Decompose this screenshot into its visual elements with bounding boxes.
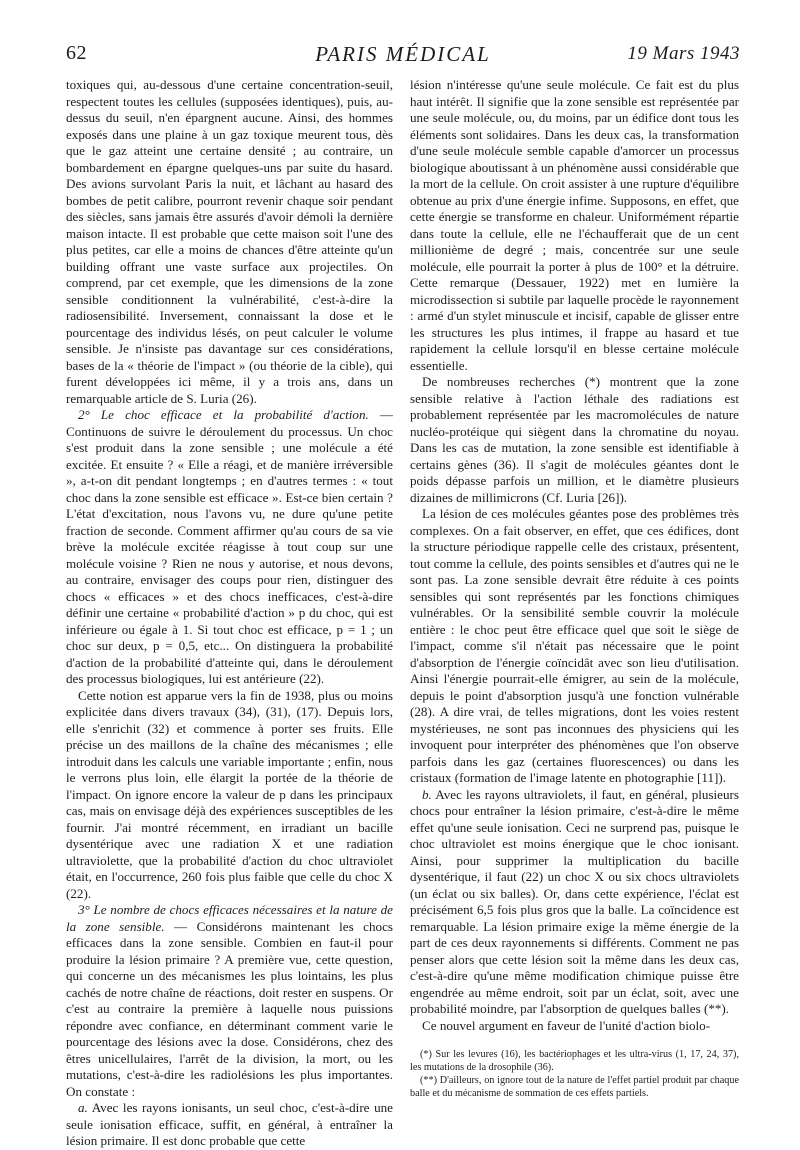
list-item-a: [66, 1100, 393, 1150]
journal-title: PARIS MÉDICAL: [315, 42, 491, 66]
paragraph-text: Avec les rayons ionisants, un seul choc, c'est-à-dire une seule ionisation efficace, suffit, en général, à entraîner la lésion primaire. Il est donc probable que cette: [66, 1100, 393, 1148]
section-heading: 3° Le nombre de chocs efficaces nécessaires et la nature de la zone sensible.: [66, 902, 393, 934]
paragraph: De nombreuses recherches (*) montrent que la zone sensible relative à l'action léthale des radiations est probablement représentée par les macromolécules de nature nucléo-protéique qui siègent dans la chromatine du noyau. Dans les cas de mutation, la zone sensible est identifiable à certains gènes (36). Il s'agit de molécules géantes dont le poids dépasse parfois un million, et le diamètre plusieurs dizaines de millimicrons (Cf. Luria [26]).: [410, 374, 739, 505]
list-item-b: [410, 787, 739, 1018]
footnotes: [410, 1048, 739, 1100]
paragraph: La lésion de ces molécules géantes pose des problèmes très complexes. On a fait observer, en effet, que ces édifices, dont la structure périodique rappelle celle des cristaux, présentent, tout comme la cellule, des points sensibles et d'autres qui ne le sont pas. La zone sensible devrait être réduite à ces points sensibles qui sont représentés par les fonctions chimiques vulnérables. Or la sensibilité semble couvrir la molécule entière : le choc peut être efficace quel que soit le siège de l'impact, comme s'il n'était pas nécessaire que le point d'absorption de l'énergie coïncidât avec son lieu d'utilisation. Ainsi l'énergie pourrait-elle émigrer, au sein de la molécule, depuis le point d'absorption jusqu'à une fonction vulnérable (28). A dire vrai, de telles migrations, dont les voies restent mystérieuses, ne sont pas inconnues des physiciens qui les invoquent pour interpréter des phénomènes que l'on observe parfois dans les gaz (certaines fluorescences) ou dans les cristaux (formation de l'image latente en photographie [11]).: [410, 506, 739, 785]
paragraph-text: — Continuons de suivre le déroulement du processus. Un choc s'est produit dans la zone sensible ; une molécule a été excitée. Et ensuite ? « Elle a réagi, et de manière irréversible », a-t-on dit pendant longtemps ; en d'autres termes : « tout choc dans la zone sensible est efficace ». Est-ce bien certain ? L'état d'excitation, nous l'avons vu, ne dure qu'une petite fraction de seconde. Comment affirmer qu'au cours de sa vie brève la molécule excitée réagisse à tout coup sur une molécule voisine ? Rien ne nous y autorise, et nous devons, au contraire, envisager des coups pour rien, distinguer des chocs « efficaces » et des chocs inefficaces, c'est-à-dire définir une certaine « probabilité d'action » p du choc, qui est inférieure ou égale à 1. Si tout choc est efficace, p = 1 ; un choc sur deux, p = 0,5, etc... On distinguera la probabilité d'action de la probabilité d'atteinte qui, dans le déroulement des processus biologiques, lui est antérieure (22).: [66, 407, 394, 686]
paragraph: lésion n'intéresse qu'une seule molécule. Ce fait est du plus haut intérêt. Il signifie que la zone sensible est représentée par une seule molécule, ou, du moins, par un édifice dont tous les éléments sont solidaires. Dans les deux cas, la transformation d'une seule molécule semble capable d'amorcer un processus biologique aboutissant à un phénomène aussi considérable que la mort de la cellule. On croit assister à une rupture d'équilibre obtenue au prix d'une énergie infime. Supposons, en effet, que cette énergie se transforme en chaleur. Uniformément répartie dans toute la cellule, elle ne l'échaufferait que de un cent millionième de degré ; mais, concentrée sur une seule molécule, elle pourrait la porter à plus de 100° et la détruire. Cette remarque (Dessauer, 1922) met en lumière la microdissection si subtile par laquelle procède le rayonnement : armé d'un stylet minuscule et incisif, capable de glisser entre les structures les plus intimes, il frappe au hasard et tue rapidement la cellule lorsqu'il en blesse certaine molécule essentielle.: [410, 77, 739, 373]
footnote: (**) D'ailleurs, on ignore tout de la nature de l'effet partiel produit par chaque balle et du mécanisme de sommation de ces effets partiels.: [410, 1075, 739, 1099]
left-column: [66, 77, 393, 1150]
page-number: 62: [66, 42, 87, 64]
paragraph: toxiques qui, au-dessous d'une certaine concentration-seuil, respectent toutes les cellules (supposées identiques), puis, au-dessus du seuil, n'en épargnent aucune. Ainsi, des hommes exposés dans une plaine à un gaz toxique meurent tous, dès que le gaz atteint une certaine densité ; au contraire, un bombardement en épargne quelques-uns par suite du hasard. Des avions survolant Paris la nuit, et lâchant au hasard des bombes de petit calibre, pourront revenir chaque soir pendant des siècles, sans jamais être assurés d'avoir démoli la dernière maison intacte. Il est probable que cette maison soit l'une des plus petites, car elle a moins de chances d'être atteinte qu'un building offrant une vaste surface aux projectiles. On comprend, par cet exemple, que les dimensions de la zone sensible conditionnent la vulnérabilité, c'est-à-dire la radiosensibilité. Inversement, connaissant la dose et le pourcentage des individus lésés, on peut calculer le volume sensible. Je n'insiste pas davantage sur ces considérations, bases de la « théorie de l'impact » (ou théorie de la cible), qui furent développées ici même, il y a trois ans, dans un remarquable article de S. Luria (26).: [66, 77, 393, 406]
section-2-paragraph: [66, 407, 393, 688]
list-label: a.: [78, 1100, 88, 1115]
paragraph: Cette notion est apparue vers la fin de 1938, plus ou moins explicitée dans divers travaux (34), (31), (17). Depuis lors, elle s'enrichit (32) et commence à porter ses fruits. Elle précise un des maillons de la chaîne des mécanismes ; elle introduit dans les calculs une variable importante ; enfin, nous le verrons plus loin, elle élargit la portée de la théorie de l'impact. On ignore encore la valeur de p dans les principaux cas, mais on envisage déjà des expériences susceptibles de les fournir. J'ai montré récemment, en irradiant un bacille dysentérique avec une radiation X et une radiation ultraviolette, que la probabilité d'action du choc ultraviolet était, en l'occurrence, 260 fois plus faible que celle du choc X (22).: [66, 687, 393, 901]
paragraph: Ce nouvel argument en faveur de l'unité d'action biolo-: [422, 1017, 711, 1033]
section-heading: 2° Le choc efficace et la probabilité d'action.: [78, 407, 369, 422]
paragraph-text: — Considérons maintenant les chocs efficaces dans la zone sensible. Combien en faut-il pour produire la lésion primaire ? A première vue, cette question, qui concerne un des mécanismes les plus lointains, les plus cachés de notre chaîne de réactions, doit rester en suspens. Or c'est au contraire la première à laquelle nous puissions répondre avec confiance, en déterminant comment varie le pourcentage des lésions avec la dose. Considérons, chez des êtres unicellulaires, l'arrêt de la division, la mort, ou les mutations, c'est-à-dire les radiolésions les plus importantes. On constate :: [66, 918, 393, 1099]
section-3-paragraph: [66, 902, 393, 1100]
page-header: [66, 40, 740, 68]
footnote: (*) Sur les levures (16), les bactériophages et les ultra-virus (1, 17, 24, 37), les mutations de la drosophile (36).: [410, 1049, 739, 1073]
issue-date: 19 Mars 1943: [627, 43, 740, 64]
list-label: b.: [422, 786, 432, 802]
paragraph-text: Avec les rayons ultraviolets, il faut, en général, plusieurs chocs pour entraîner la lésion primaire, c'est-à-dire le même effet qu'une seule ionisation. Ceci ne surprend pas, puisque le choc ultraviolet est moins énergique que le choc ionisant. Ainsi, pour supprimer la multiplication du bacille dysentérique, il faut (22) un choc X ou six chocs ultraviolets (un éclat ou six balles). Or, dans cette expérience, l'éclat est précisément 6,5 fois plus gros que la balle. La coïncidence est remarquable. La lésion primaire exige la même énergie de la part de ces deux rayonnements si différents. Comment ne pas penser alors que cette lésion soit la même dans les deux cas, c'est-à-dire qu'une même modification chimique puisse être engendrée au même endroit, soit par un éclat, soit, avec une probabilité moindre, par l'absorption de quelques balles (**).: [410, 786, 739, 1016]
right-column: [410, 77, 739, 1100]
